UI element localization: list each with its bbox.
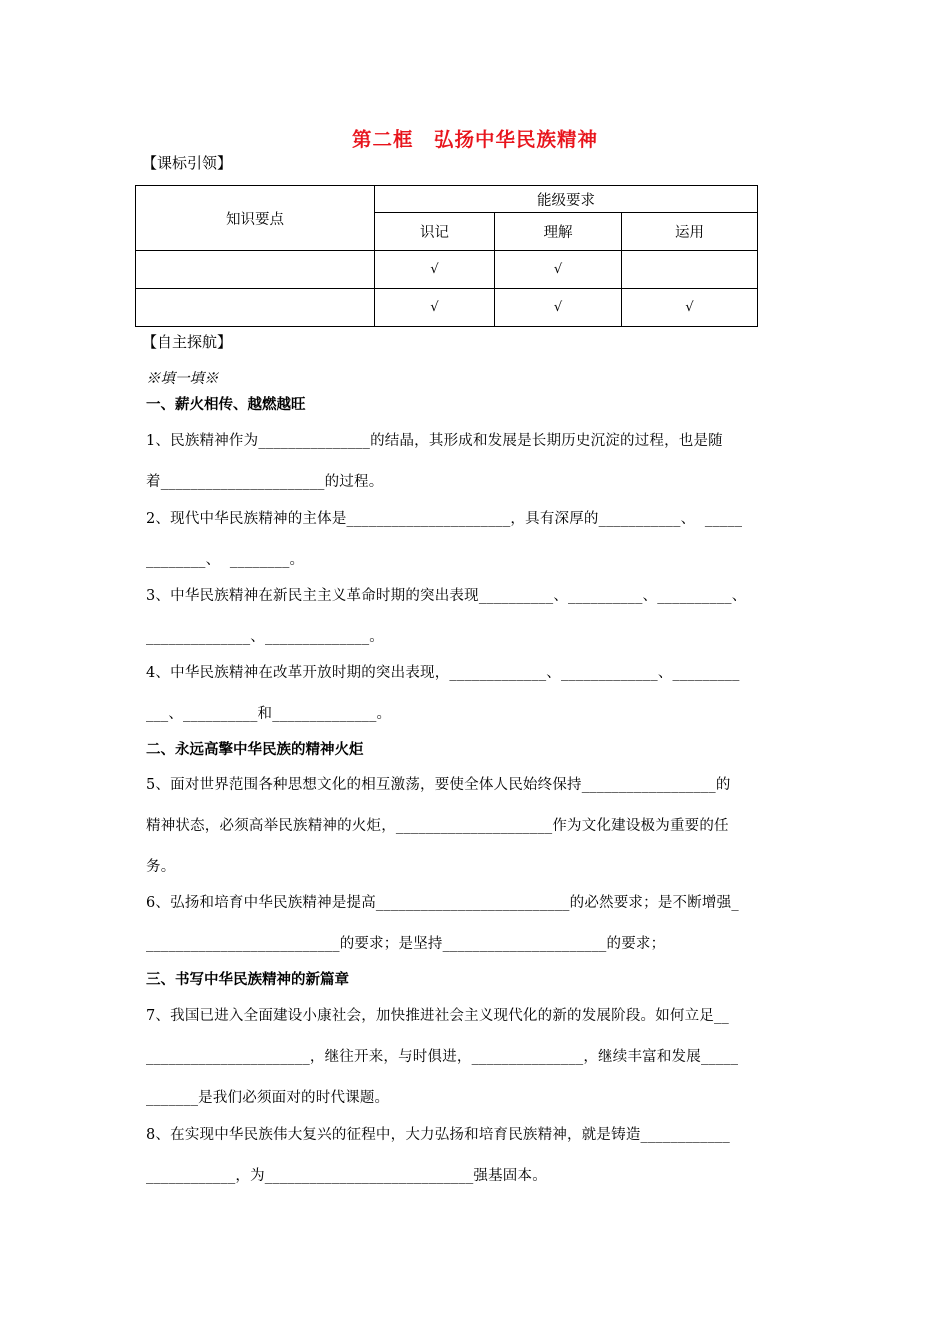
question-1-line-1: 1、民族精神作为_______________的结晶，其形成和发展是长期历史沉淀的过程，也是随	[146, 433, 723, 449]
cell-remember-check: √	[375, 289, 495, 327]
question-1-line-2: 着______________________的过程。	[146, 474, 384, 490]
page-title: 第二框 弘扬中华民族精神	[351, 128, 598, 151]
question-3-line-1: 3、中华民族精神在新民主主义革命时期的突出表现__________、__________、__________、	[146, 588, 747, 604]
requirements-table	[135, 185, 758, 327]
question-6-line-1: 6、弘扬和培育中华民族精神是提高__________________________的必然要求；是不断增强_	[146, 895, 739, 911]
cell-apply-check	[622, 251, 758, 289]
table-row	[136, 251, 758, 289]
cell-remember-check: √	[375, 251, 495, 289]
header-understand: 理解	[495, 213, 622, 251]
header-ability-level: 能级要求	[375, 186, 758, 213]
section-curriculum-label: 【课标引领】	[142, 154, 233, 172]
heading-2: 二、永远高擎中华民族的精神火炬	[146, 742, 364, 758]
heading-3: 三、书写中华民族精神的新篇章	[146, 972, 349, 988]
header-knowledge-points: 知识要点	[136, 186, 375, 251]
cell-knowledge	[136, 289, 375, 327]
question-3-line-2: ______________、______________。	[146, 629, 384, 645]
question-5-line-2: 精神状态，必须高举民族精神的火炬，_____________________作为文化建设极为重要的任	[146, 818, 729, 834]
cell-understand-check: √	[495, 289, 622, 327]
fill-in-title: ※填一填※	[146, 371, 219, 387]
question-5-line-1: 5、面对世界范围各种思想文化的相互激荡，要使全体人民始终保持__________________的	[146, 777, 731, 793]
question-5-line-3: 务。	[146, 859, 176, 875]
table-row	[136, 289, 758, 327]
question-6-line-2: __________________________的要求；是坚持______________________的要求；	[146, 936, 666, 952]
question-7-line-3: _______是我们必须面对的时代课题。	[146, 1090, 390, 1106]
question-4-line-2: ___、__________和______________。	[146, 706, 392, 722]
section-selfstudy-label: 【自主探航】	[142, 333, 233, 351]
question-2-line-2: ________、 ________。	[146, 552, 305, 568]
question-7-line-1: 7、我国已进入全面建设小康社会，加快推进社会主义现代化的新的发展阶段。如何立足__	[146, 1008, 729, 1024]
question-4-line-1: 4、中华民族精神在改革开放时期的突出表现，_____________、_____________、_________	[146, 665, 740, 681]
cell-knowledge	[136, 251, 375, 289]
heading-1: 一、薪火相传、越燃越旺	[146, 397, 306, 413]
cell-apply-check: √	[622, 289, 758, 327]
header-remember: 识记	[375, 213, 495, 251]
question-7-line-2: ______________________，继往开来，与时俱进，_______________，继续丰富和发展_____	[146, 1049, 739, 1065]
question-8-line-1: 8、在实现中华民族伟大复兴的征程中，大力弘扬和培育民族精神，就是铸造____________	[146, 1127, 730, 1143]
header-apply: 运用	[622, 213, 758, 251]
cell-understand-check: √	[495, 251, 622, 289]
question-2-line-1: 2、现代中华民族精神的主体是______________________，具有深厚的___________、 _____	[146, 511, 743, 527]
question-8-line-2: ____________，为____________________________强基固本。	[146, 1168, 547, 1184]
